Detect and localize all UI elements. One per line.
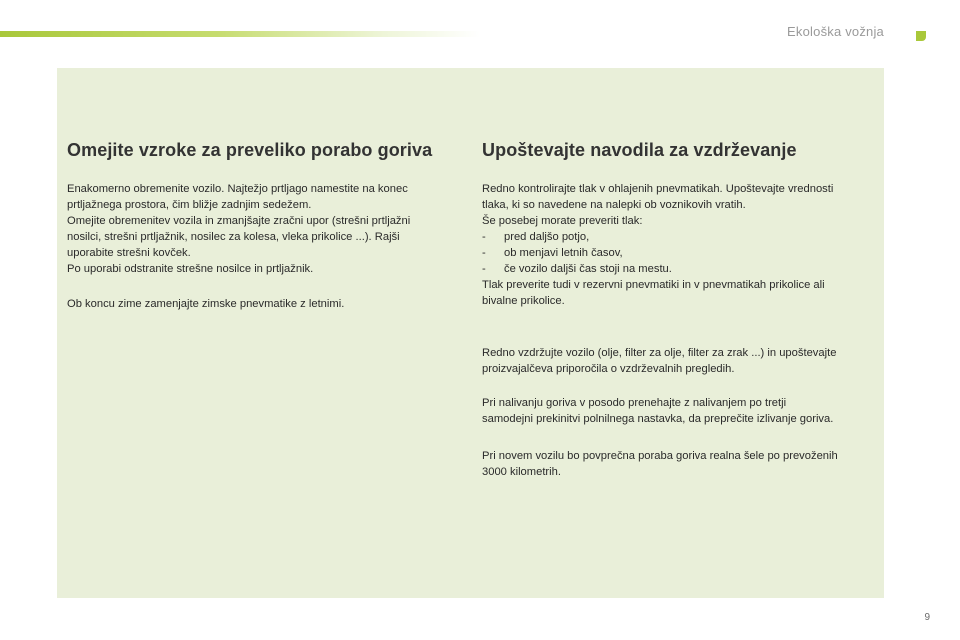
list-item-text: pred daljšo potjo, [504,231,590,243]
text-line: 3000 kilometrih. [482,466,561,478]
text-line: uporabite strešni kovček. [67,247,191,259]
text-line: Enakomerno obremenite vozilo. Najtežjo prtljago namestite na konec [67,183,408,195]
right-paragraph-1 [482,181,882,309]
left-paragraph-1 [67,181,467,277]
text-line: prtljažnega prostora, čim bližje zadnjim sedežem. [67,199,312,211]
text-line: Še posebej morate preveriti tlak: [482,215,643,227]
left-column [67,140,467,312]
text-line: Redno vzdržujte vozilo (olje, filter za olje, filter za zrak ...) in upoštevajte [482,347,837,359]
corner-tab-marker [916,31,926,41]
section-title: Ekološka vožnja [787,24,884,39]
left-paragraph-2 [67,296,467,312]
text-line: bivalne prikolice. [482,295,565,307]
text-line: Pri novem vozilu bo povprečna poraba goriva realna šele po prevoženih [482,450,838,462]
content-panel [57,68,884,598]
right-heading: Upoštevajte navodila za vzdrževanje [482,140,797,160]
text-line: Pri nalivanju goriva v posodo prenehajte z nalivanjem po tretji [482,397,787,409]
right-paragraph-4 [482,448,882,480]
list-item: - če vozilo daljši čas stoji na mestu. [482,263,672,275]
text-line: Po uporabi odstranite strešne nosilce in prtljažnik. [67,263,314,275]
text-line: nosilci, strešni prtljažnik, nosilec za kolesa, vleka prikolice ...). Rajši [67,231,400,243]
text-line: Omejite obremenitev vozila in zmanjšajte zračni upor (strešni prtljažni [67,215,411,227]
text-line: proizvajalčeva priporočila o vzdrževalnih pregledih. [482,363,735,375]
right-column [482,140,882,480]
list-item: - ob menjavi letnih časov, [482,247,623,259]
text-line: Redno kontrolirajte tlak v ohlajenih pnevmatikah. Upoštevajte vrednosti [482,183,834,195]
right-paragraph-3 [482,395,882,427]
text-line: Tlak preverite tudi v rezervni pnevmatiki in v pnevmatikah prikolice ali [482,279,825,291]
list-item-text: ob menjavi letnih časov, [504,247,623,259]
left-heading: Omejite vzroke za preveliko porabo goriva [67,140,433,160]
top-accent-bar [0,31,480,37]
list-item: - pred daljšo potjo, [482,231,590,243]
list-item-text: če vozilo daljši čas stoji na mestu. [504,263,672,275]
page-number: 9 [924,612,930,623]
text-line: samodejni prekinitvi polnilnega nastavka, da preprečite izlivanje goriva. [482,413,834,425]
text-line: Ob koncu zime zamenjajte zimske pnevmatike z letnimi. [67,298,345,310]
right-paragraph-2 [482,345,882,377]
text-line: tlaka, ki so navedene na nalepki ob voznikovih vratih. [482,199,746,211]
